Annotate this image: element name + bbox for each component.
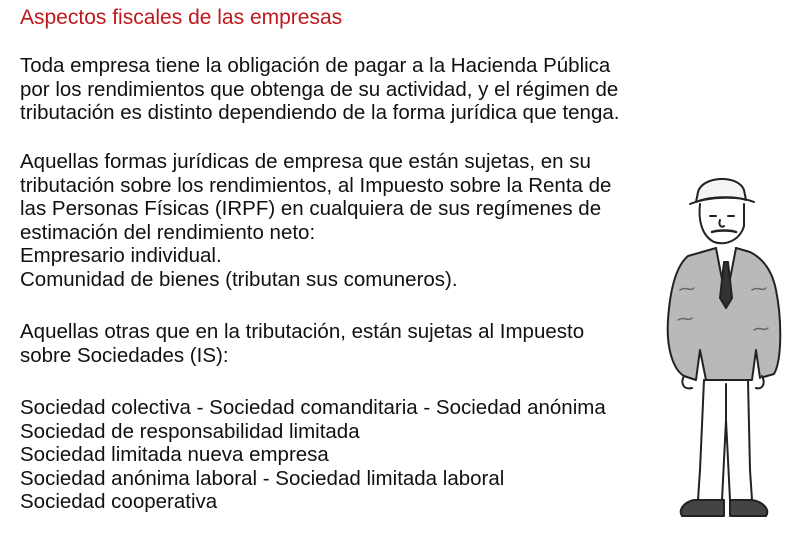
text-line: tributación es distinto dependiendo de la forma jurídica que tenga. — [20, 101, 620, 124]
text-line: Aquellas formas jurídicas de empresa que están sujetas, en su — [20, 150, 591, 173]
text-line: sobre Sociedades (IS): — [20, 343, 229, 367]
text-line: las Personas Físicas (IRPF) en cualquiera de sus regímenes de — [20, 197, 602, 220]
list-item: Sociedad colectiva - Sociedad comanditaria - Sociedad anónima — [20, 396, 606, 419]
list-sociedades — [20, 396, 606, 514]
list-item: Sociedad anónima laboral - Sociedad limitada laboral — [20, 466, 505, 490]
paragraph-is — [20, 320, 584, 367]
businessman-cartoon-icon — [640, 170, 800, 530]
text-line: por los rendimientos que obtenga de su actividad, y el régimen de — [20, 77, 619, 101]
list-item: Empresario individual. — [20, 244, 222, 267]
text-line: estimación del rendimiento neto: — [20, 220, 316, 244]
list-item: Sociedad cooperativa — [20, 490, 218, 513]
list-item: Sociedad limitada nueva empresa — [20, 443, 329, 466]
text-line: tributación sobre los rendimientos, al Impuesto sobre la Renta de — [20, 173, 612, 197]
text-line: Toda empresa tiene la obligación de pagar a la Hacienda Pública — [20, 54, 611, 77]
text-line: Aquellas otras que en la tributación, están sujetas al Impuesto — [20, 320, 585, 343]
slide-title: Aspectos fiscales de las empresas — [20, 6, 343, 29]
list-item: Sociedad de responsabilidad limitada — [20, 419, 360, 443]
list-item: Comunidad de bienes (tributan sus comuneros). — [20, 267, 458, 291]
paragraph-irpf — [20, 150, 611, 291]
paragraph-intro — [20, 54, 619, 125]
